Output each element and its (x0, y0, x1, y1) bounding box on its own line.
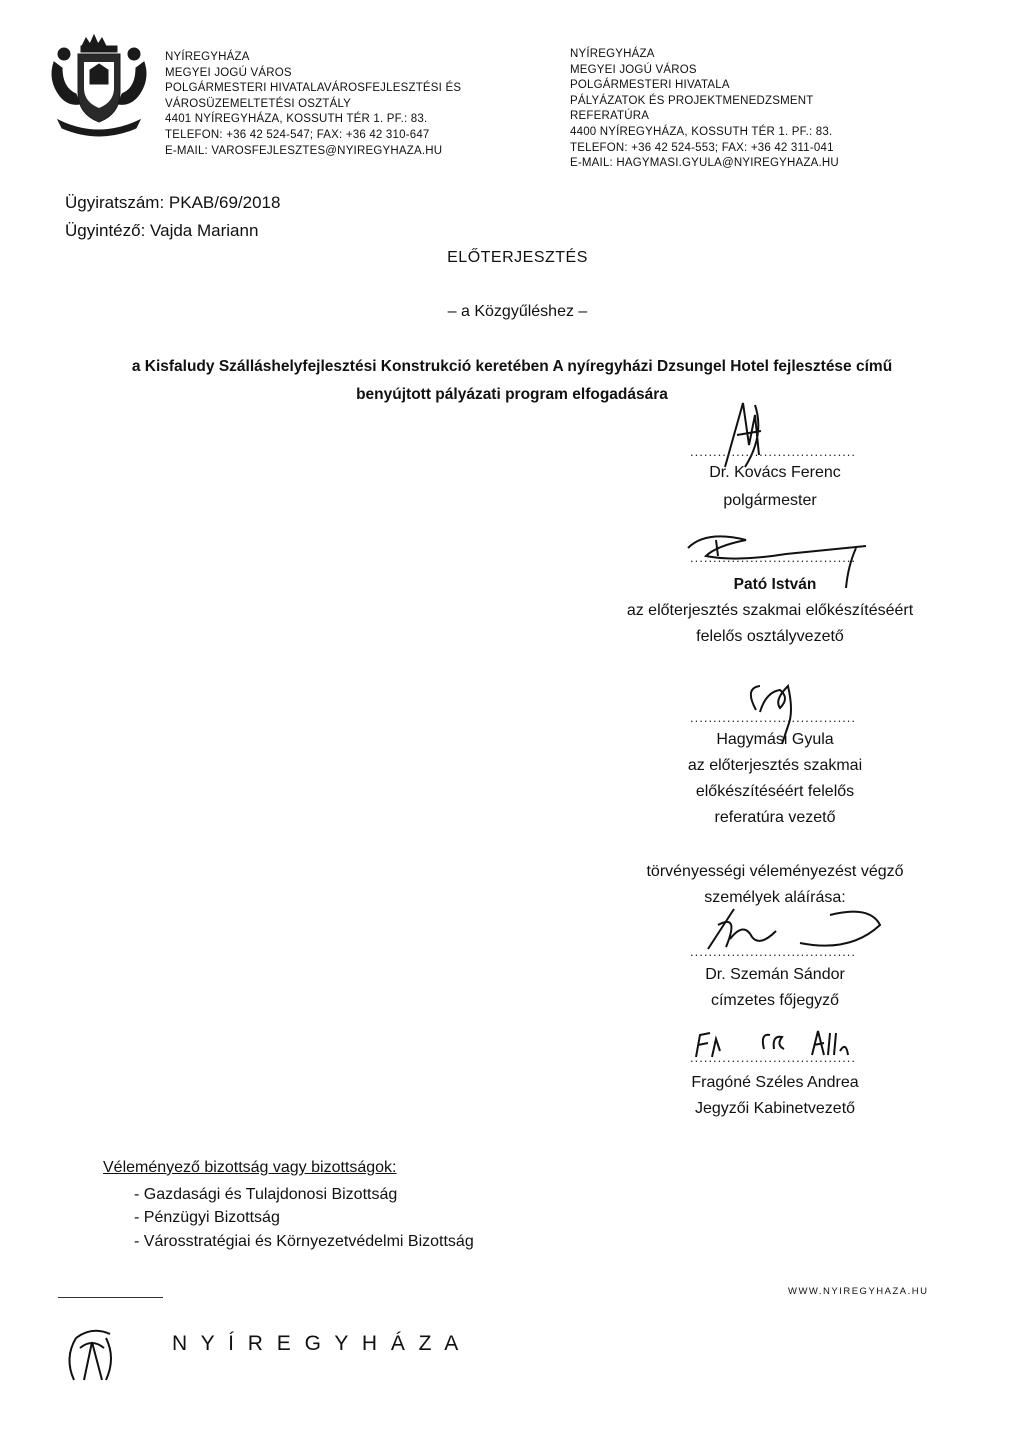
case-handler: Ügyintéző: Vajda Mariann (65, 221, 259, 240)
pato-name: Pató István (733, 576, 817, 593)
committees-heading: Véleményező bizottság vagy bizottságok: (103, 1159, 397, 1176)
signature-dotted-line: .................................... (690, 944, 857, 959)
legal-review-caption-2: személyek aláírása: (704, 889, 846, 906)
mayor-name: Dr. Kovács Ferenc (709, 464, 841, 481)
signature-dotted-line: .................................... (690, 550, 857, 565)
committees-block (103, 1156, 474, 1253)
left-header-line: E-MAIL: VAROSFEJLESZTES@NYIREGYHAZA.HU (165, 144, 443, 157)
right-header-line: MEGYEI JOGÚ VÁROS (570, 63, 697, 76)
committee-item: - Pénzügyi Bizottság (134, 1209, 280, 1226)
hagymasi-role-line-1: az előterjesztés szakmai (687, 757, 863, 774)
left-header-line: NYÍREGYHÁZA (165, 51, 250, 63)
right-letterhead (570, 47, 839, 172)
footer-url: WWW.NYIREGYHAZA.HU (788, 1286, 929, 1297)
hagymasi-role-line-3: referatúra vezető (714, 809, 836, 826)
right-header-line: POLGÁRMESTERI HIVATALA (570, 79, 730, 92)
right-header-line: REFERATÚRA (570, 110, 650, 123)
right-header-line: NYÍREGYHÁZA (570, 48, 655, 60)
seman-name: Dr. Szemán Sándor (705, 966, 845, 983)
left-header-line: 4401 NYÍREGYHÁZA, KOSSUTH TÉR 1. PF.: 83. (165, 113, 428, 126)
right-header-line: E-MAIL: HAGYMASI.GYULA@NYIREGYHAZA.HU (570, 157, 839, 170)
hagymasi-name: Hagymási Gyula (716, 731, 834, 748)
signature-dotted-line: .................................... (690, 444, 857, 459)
footer-city-logo-icon (62, 1318, 122, 1390)
committee-item: - Gazdasági és Tulajdonosi Bizottság (134, 1185, 398, 1203)
mayor-role: polgármester (723, 492, 817, 509)
seman-role: címzetes főjegyző (710, 992, 840, 1009)
left-header-line: VÁROSÜZEMELTETÉSI OSZTÁLY (165, 97, 352, 110)
signature-dotted-line: .................................... (690, 710, 857, 725)
subject-line-1: a Kisfaludy Szálláshelyfejlesztési Konstrukció keretében A nyíregyházi Dzsungel Hotel fejlesztése című (131, 358, 893, 375)
left-header-line: TELEFON: +36 42 524-547; FAX: +36 42 310-647 (165, 128, 430, 141)
footer-city-name: N Y Í R E G Y H Á Z A (172, 1332, 463, 1355)
pato-role-line-2: felelős osztályvezető (696, 628, 844, 645)
left-header-line: POLGÁRMESTERI HIVATALAVÁROSFEJLESZTÉSI ÉS (165, 82, 462, 95)
legal-review-caption-1: törvényességi véleményezést végző (646, 863, 904, 880)
footer-divider (58, 1297, 163, 1298)
left-header-line: MEGYEI JOGÚ VÁROS (165, 66, 292, 79)
fragone-name: Fragóné Széles Andrea (691, 1074, 859, 1091)
left-letterhead (165, 50, 461, 159)
right-header-line: PÁLYÁZATOK ÉS PROJEKTMENEDZSMENT (570, 94, 814, 107)
committee-item: - Városstratégiai és Környezetvédelmi Bizottság (134, 1232, 474, 1250)
hagymasi-role-line-2: előkészítéséért felelős (695, 783, 855, 800)
subject-line-2: benyújtott pályázati program elfogadására (356, 386, 668, 403)
signature-dotted-line: .................................... (690, 1050, 857, 1065)
case-number: Ügyiratszám: PKAB/69/2018 (65, 193, 281, 212)
fragone-role: Jegyzői Kabinetvezető (694, 1100, 856, 1117)
pato-role-line-1: az előterjesztés szakmai előkészítéséért (626, 602, 914, 619)
document-type-title: ELŐTERJESZTÉS (447, 249, 588, 266)
right-header-line: TELEFON: +36 42 524-553; FAX: +36 42 311-041 (570, 141, 834, 154)
mayor-signature-scribble (715, 395, 775, 475)
coat-of-arms-logo (44, 32, 154, 150)
addressee: – a Közgyűléshez – (447, 303, 588, 320)
right-header-line: 4400 NYÍREGYHÁZA, KOSSUTH TÉR 1. PF.: 83. (570, 125, 833, 138)
